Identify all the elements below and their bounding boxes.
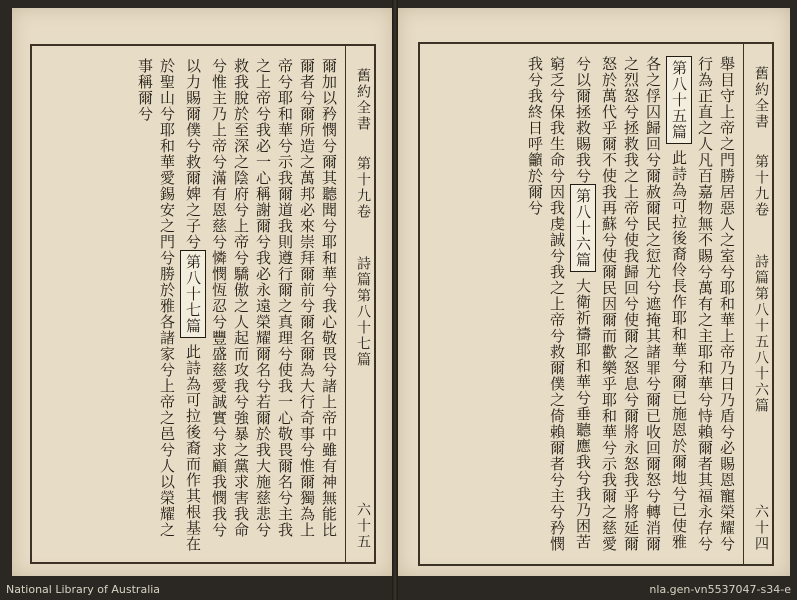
- left-body-2: 其根基在於聖山兮耶和華愛錫安之門兮勝於雅各諸家兮上帝之邑兮人以榮耀之事稱爾兮: [136, 58, 202, 552]
- left-page-number: 六十五: [355, 502, 371, 550]
- left-heading: 第八十七篇: [180, 250, 206, 338]
- right-body-intro: 舉目守上帝之門勝居惡人之室兮耶和華上帝乃日乃盾兮必賜恩寵榮耀兮行為正直之人凡百嘉物無不賜兮萬有之主耶和華兮恃賴爾者其福永存兮: [696, 56, 736, 552]
- right-margin-psalm: 詩篇第八十五八十六篇: [753, 254, 769, 414]
- left-margin-column: [345, 46, 374, 562]
- left-margin-title: 舊約全書: [355, 68, 371, 132]
- right-body-2: 耶和華兮垂聽應我兮我乃困苦窮乏兮保我生命兮因我虔誠兮我之上帝兮救爾僕之倚賴爾者兮主兮矜憫我兮我終日呼籲於爾兮: [526, 56, 592, 552]
- footer-id: nla.gen-vn5537047-s34-e: [649, 583, 791, 596]
- right-heading-2-note: 大衛祈禱: [574, 278, 592, 342]
- right-frame: [418, 42, 774, 566]
- footer-source: National Library of Australia: [6, 583, 161, 596]
- left-margin-volume: 第十九卷: [355, 156, 371, 220]
- right-heading-1-note: 此詩為可拉後裔伶長作: [670, 150, 688, 310]
- right-page-number: 六十四: [753, 504, 769, 552]
- right-margin-title: 舊約全書: [753, 66, 769, 130]
- left-body-text: [40, 58, 340, 552]
- right-heading-2: 第八十六篇: [570, 184, 596, 272]
- left-heading-note: 此詩為可拉後裔而作: [184, 344, 202, 488]
- left-page: [12, 8, 392, 576]
- right-page: [398, 8, 790, 576]
- right-body-1: 耶和華兮爾已施恩於爾地兮已使雅各之俘囚歸回兮爾赦爾民之愆尤兮遮掩其諸罪兮爾已收回爾怒兮轉消爾之烈怒兮拯救我之上帝兮使我歸回兮使爾之怒息兮爾將永怒我乎將延爾怒於萬代乎爾不使我再蘇兮使爾民因爾而歡樂乎耶和華兮示我爾之慈愛兮以爾拯救賜我兮: [574, 56, 688, 552]
- right-body-text: [428, 56, 738, 554]
- left-margin-psalm: 詩篇第八十七篇: [355, 256, 371, 368]
- left-frame: [30, 44, 376, 564]
- right-margin-column: [743, 44, 772, 564]
- right-heading-1: 第八十五篇: [666, 56, 692, 144]
- left-body-1: 爾加以矜憫兮爾其聽聞兮耶和華兮我心敬畏兮諸上帝中雖有神無能比爾者兮爾所造之萬邦必來崇拜爾前兮爾名爾為大行奇事兮惟爾獨為上帝兮耶和華兮示我爾道我則遵行爾之真理兮使我一心敬畏爾名兮主我之上帝兮我必一心稱謝爾兮我必永遠榮耀爾名兮若爾於我大施慈悲兮救我脫於至深之陰府兮上帝兮驕傲之人起而攻我兮強暴之黨求害我命兮惟主乃上帝兮滿有恩慈兮憐憫恆忍兮豐盛慈愛誠實兮求顧我憫我兮以力賜爾僕兮救爾婢之子兮: [184, 58, 338, 538]
- right-margin-volume: 第十九卷: [753, 154, 769, 218]
